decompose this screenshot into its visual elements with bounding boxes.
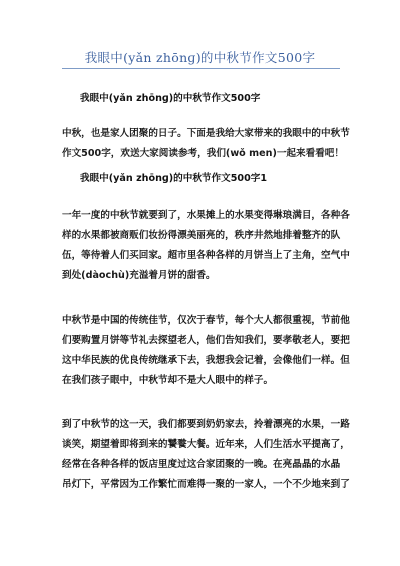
- paragraph-line: 伍，等待着人们买回家。超市里各种各样的月饼当上了主角，空气中: [62, 250, 350, 261]
- title-divider: [62, 68, 340, 69]
- body-paragraph-3: [62, 415, 350, 495]
- subheading: 我眼中(yǎn zhōnɡ)的中秋节作文500字: [80, 93, 261, 104]
- paragraph-line: 到了中秋节的这一天，我们都要到奶奶家去，拎着漂亮的水果，一路: [62, 419, 350, 430]
- intro-paragraph: [62, 124, 350, 164]
- intro-line: 中秋，也是家人团聚的日子。下面是我给大家带来的我眼中的中秋节: [62, 128, 350, 139]
- paragraph-line: 一年一度的中秋节就要到了，水果摊上的水果变得琳琅满目，各种各: [62, 210, 350, 221]
- paragraph-line: 在我们孩子眼中，中秋节却不是大人眼中的样子。: [62, 375, 274, 386]
- paragraph-line: 们要购置月饼等节礼去探望老人，他们告知我们，要孝敬老人，要把: [62, 335, 350, 346]
- paragraph-line: 谈笑，期望着即将到来的饕餮大餐。近年来，人们生活水平提高了，: [62, 439, 350, 450]
- body-paragraph-2: [62, 311, 350, 391]
- paragraph-line: 到处(dàochù)充溢着月饼的甜香。: [62, 270, 216, 281]
- section-heading: 我眼中(yǎn zhōnɡ)的中秋节作文500字1: [80, 173, 268, 184]
- paragraph-line: 吊灯下，平常因为工作繁忙而难得一聚的一家人，一个不少地来到了: [62, 479, 350, 490]
- paragraph-line: 这中华民族的优良传统继承下去，我想我会记着，会像他们一样。但: [62, 355, 350, 366]
- paragraph-line: 经常在各种各样的饭店里度过这合家团聚的一晚。在亮晶晶的水晶: [62, 459, 341, 470]
- paragraph-line: 中秋节是中国的传统佳节，仅次于春节，每个大人都很重视，节前他: [62, 315, 350, 326]
- page-title: 我眼中(yǎn zhōnɡ)的中秋节作文500字: [84, 50, 316, 65]
- intro-line: 作文500字，欢送大家阅读参考，我们(wǒ men)一起来看看吧！: [62, 148, 344, 159]
- body-paragraph-1: [62, 206, 350, 286]
- paragraph-line: 样的水果都被商贩们妆扮得漂美丽亮的，秩序井然地排着整齐的队: [62, 230, 341, 241]
